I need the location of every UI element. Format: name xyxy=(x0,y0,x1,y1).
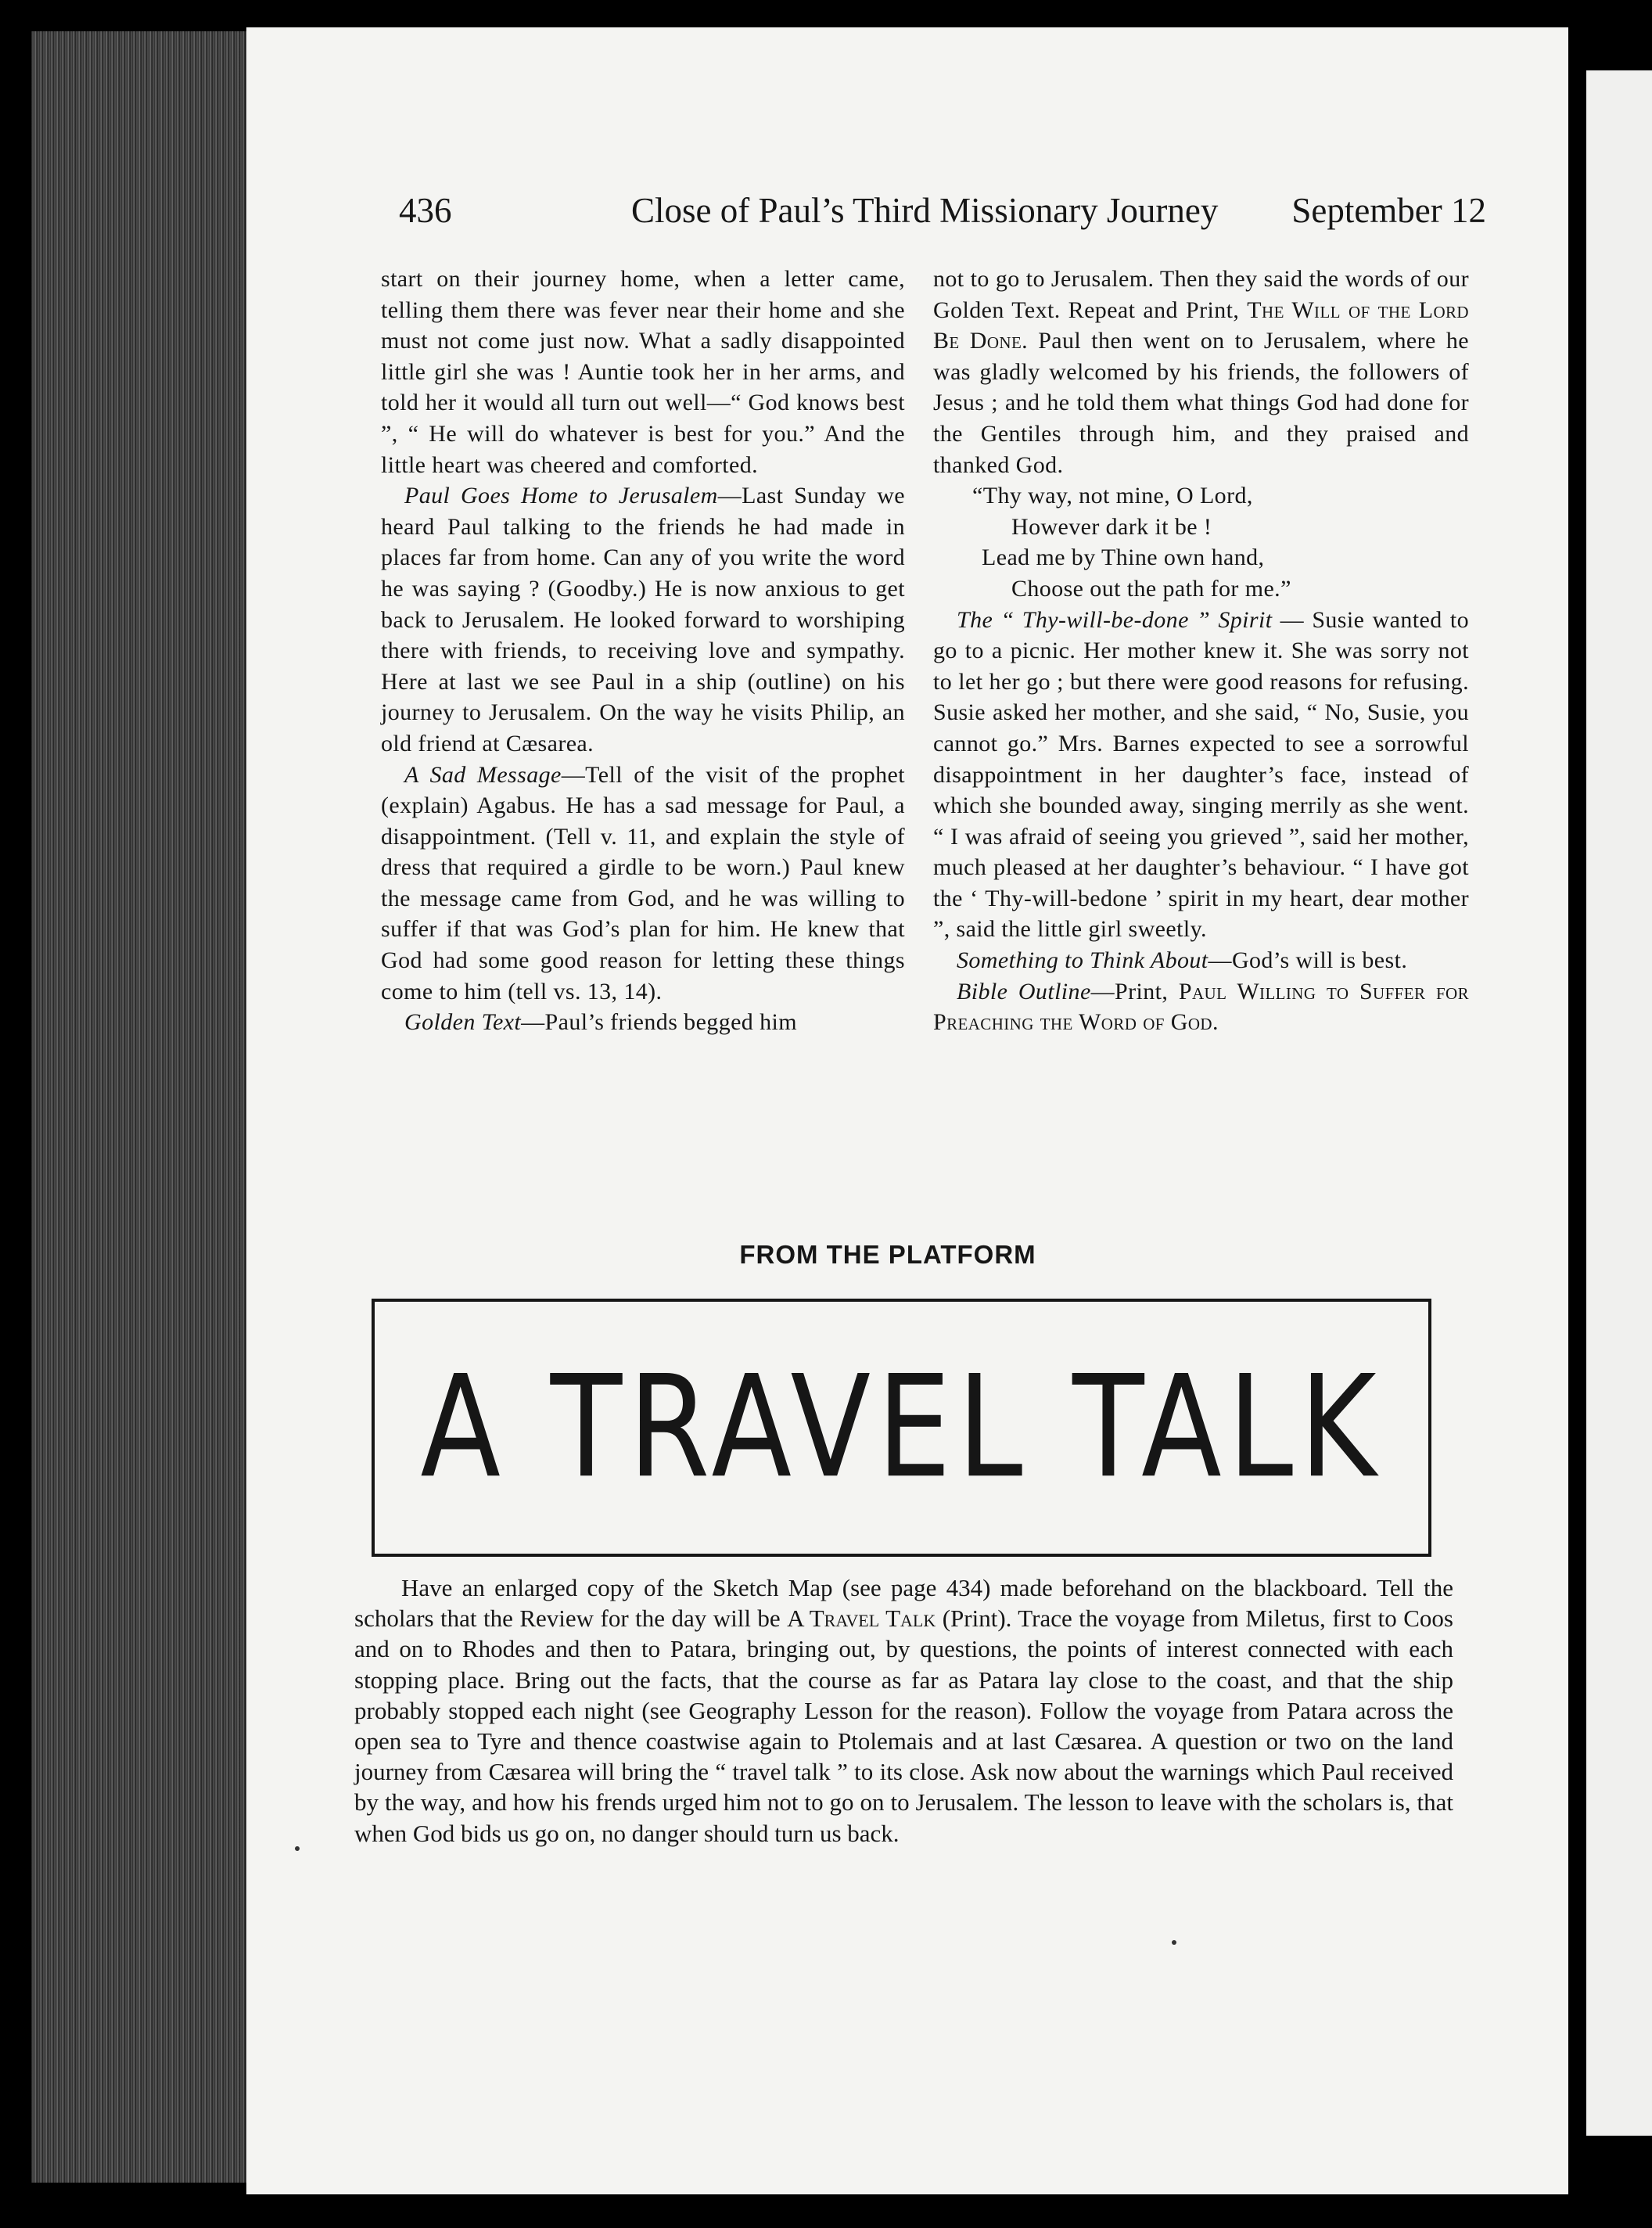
paragraph-body: —Print, xyxy=(1090,978,1179,1004)
lesson-date: September 12 xyxy=(1291,191,1486,230)
running-title: Close of Paul’s Third Missionary Journey xyxy=(631,191,1219,230)
paragraph-body: Have an enlarged copy of the Sketch Map (see page 434) made beforehand on the blackboard. Tell the scholars that the Review for the day will be xyxy=(354,1574,1453,1633)
paragraph-body: —God’s will is best. xyxy=(1208,947,1408,974)
platform-heading: FROM THE PLATFORM xyxy=(739,1240,1036,1269)
paragraph-body: — Susie wanted to go to a picnic. Her mother knew it. She was sorry not to let her go ; but there were good reasons for refusing. Susie asked her mother, and she said, “ No, Susie, you cannot go.” Mrs. Barnes expected to see a sorrowful disappointment in her daughter’s face, instead of which she bounded away, singing merrily as she went. “ I was afraid of seeing you grieved ”, said her mother, much pleased at her daughter’s behaviour. “ I have got the ‘ Thy-will-bedone ’ spirit in my heart, dear mother ”, said the little girl sweetly. xyxy=(933,606,1469,943)
poem-line: Lead me by Thine own hand, xyxy=(982,544,1265,571)
paragraph xyxy=(933,945,1469,976)
print-speck xyxy=(295,1846,300,1851)
blackboard-title: A TRAVEL TALK xyxy=(420,1346,1383,1510)
blackboard-box xyxy=(372,1299,1431,1557)
travel-talk-print: A Travel Talk xyxy=(787,1605,936,1633)
book-page xyxy=(246,27,1568,2194)
paragraph xyxy=(354,1572,1453,1849)
poem-line: Choose out the path for me.” xyxy=(1011,575,1291,602)
paragraph xyxy=(381,480,905,759)
page-number: 436 xyxy=(399,191,452,230)
bible-outline-print: Paul Willing to Suffer for Preaching the Word of God. xyxy=(933,978,1470,1036)
paragraph-body: —Paul’s friends begged him xyxy=(521,1009,797,1036)
paragraph xyxy=(933,264,1469,480)
section-heading: A Sad Message xyxy=(404,761,562,788)
paragraph xyxy=(381,1007,905,1038)
section-heading: Paul Goes Home to Jerusalem xyxy=(404,483,718,509)
paragraph: start on their journey home, when a letter came, telling them there was fever near their home and she must not come just now. What a sadly disappointed little girl she was ! Auntie took her in her arms, and told her it would all turn out well—“ God knows best ”, “ He will do whatever is best for you.” And the little heart was cheered and comforted. xyxy=(381,266,905,478)
platform-paragraph xyxy=(354,1572,1453,1849)
right-column xyxy=(933,264,1469,1038)
paragraph-body: —Last Sunday we heard Paul talking to the friends he had made in places far from home. Can any of you write the word he was saying ? (Goodby.) He is now anxious to get back to Jerusalem. He looked forward to worshiping there with friends, to receiving love and sympathy. Here at last we see Paul in a ship (outline) on his journey to Jerusalem. On the way he visits Philip, an old friend at Cæsarea. xyxy=(381,483,905,756)
running-head xyxy=(399,190,1486,245)
paragraph xyxy=(933,605,1469,946)
paragraph xyxy=(381,760,905,1008)
section-heading: Bible Outline xyxy=(957,978,1091,1004)
paragraph-body: —Tell of the visit of the prophet (explain) Agabus. He has a sad message for Paul, a disappointment. (Tell v. 11, and explain the style of dress that required a girdle to be worn.) Paul knew the message came from God, and he was willing to suffer if that was God’s plan for him. He knew that God had some good reason for letting these things come to him (tell vs. 13, 14). xyxy=(381,761,905,1004)
adjacent-page-edge xyxy=(1586,70,1652,2136)
section-heading: The “ Thy-will-be-done ” Spirit xyxy=(957,606,1273,633)
paragraph-body: not to go to Jerusalem. Then they said the words of our Golden Text. Repeat and Print, xyxy=(933,266,1469,323)
section-heading: Something to Think About xyxy=(957,947,1208,974)
poem xyxy=(933,480,1469,604)
golden-text-print: The Will of the Lord Be Done. xyxy=(933,296,1469,354)
book-page-edges xyxy=(31,31,250,2183)
print-speck xyxy=(1172,1940,1176,1945)
poem-line: “Thy way, not mine, O Lord, xyxy=(972,483,1253,509)
section-heading: Golden Text xyxy=(404,1009,522,1036)
left-column xyxy=(381,264,905,1038)
paragraph xyxy=(933,976,1469,1038)
poem-line: However dark it be ! xyxy=(1011,513,1212,540)
paragraph-body: (Print). Trace the voyage from Miletus, first to Coos and on to Rhodes and then to Patara, bringing out, by questions, the points of interest connected with each stopping place. Bring out the facts, that the course as far as Patara lay close to the coast, and that the ship probably stopped each night (see Geography Lesson for the reason). Follow the voyage from Patara across the open sea to Tyre and thence coastwise again to Ptolemais and at last Cæsarea. A question or two on the land journey from Cæsarea will bring the “ travel talk ” to its close. Ask now about the warnings which Paul received by the way, and how his frends urged him not to go on to Jerusalem. The lesson to leave with the scholars is, that when God bids us go on, no danger should turn us back. xyxy=(354,1605,1453,1847)
paragraph-body: Paul then went on to Jerusalem, where he was gladly welcomed by his friends, the followers of Jesus ; and he told them what things God had done for the Gentiles through him, and they praised and thanked God. xyxy=(933,328,1469,478)
